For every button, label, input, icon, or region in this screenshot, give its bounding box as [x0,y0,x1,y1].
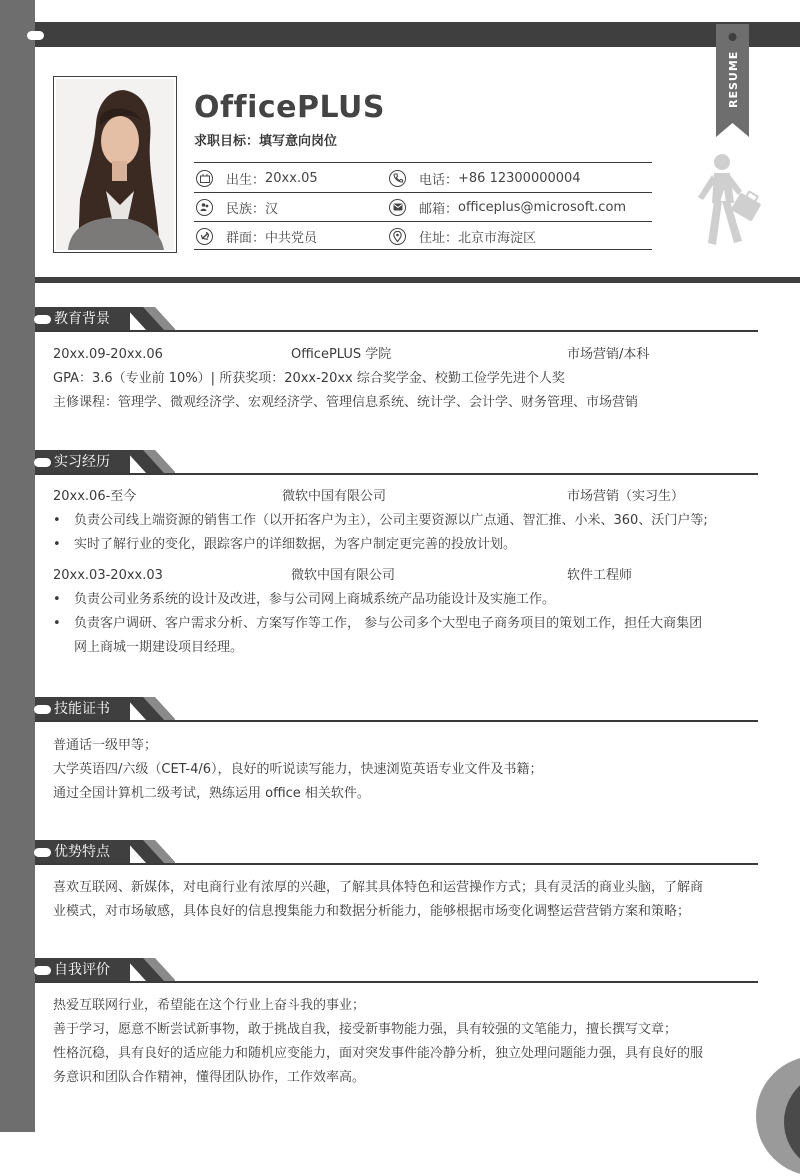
address-label: 住址： [419,230,459,246]
birth-label: 出生： [226,172,266,188]
job-role: 市场营销（实习生） [567,489,685,504]
section-title-education: 教育背景 [54,311,110,327]
info-ethnicity [196,196,278,218]
info-address [389,225,536,247]
left-sidebar-stripe [0,0,35,1132]
email-icon [389,199,406,216]
info-birth [196,167,318,189]
email-value: officeplus@microsoft.com [458,199,627,215]
job-objective: 求职目标：填写意向岗位 [194,134,338,149]
party-value: 中共党员 [265,230,318,246]
info-divider [194,249,652,250]
ethnicity-label: 民族： [226,201,266,217]
section-rule [35,330,758,332]
info-divider [194,162,652,163]
candidate-name: OfficePLUS [194,90,386,125]
location-icon [389,228,406,245]
strength-line: 业模式，对市场敏感，具体良好的信息搜集能力和数据分析能力，能够根据市场变化调整运营营销方案和策略； [53,904,691,919]
education-gpa: GPA：3.6（专业前 10%）| 所获奖项：20xx-20xx 综合奖学金、校勤工俭学先进个人奖 [53,371,565,386]
section-title-self-evaluation: 自我评价 [54,962,110,978]
header-bottom-bar [35,277,800,283]
phone-icon [389,170,406,187]
info-phone [389,167,581,189]
strength-line: 喜欢互联网、新媒体，对电商行业有浓厚的兴趣，了解其具体特色和运营操作方式；具有灵活的商业头脑，了解商 [53,880,704,895]
party-label: 群面： [226,230,266,246]
education-school: OfficePLUS 学院 [291,347,392,362]
self-eval-line: 善于学习，愿意不断尝试新事物，敢于挑战自我，接受新事物能力强，具有较强的文笔能力，擅长撰写文章； [53,1022,678,1037]
portrait-icon [56,79,174,250]
self-eval-line: 性格沉稳，具有良好的适应能力和随机应变能力，面对突发事件能冷静分析，独立处理问题能力强，具有良好的服 [53,1046,704,1061]
job-role: 软件工程师 [567,568,633,583]
skill-line: 普通话一级甲等； [53,738,158,753]
section-rule [35,720,758,722]
section-rule [35,981,758,983]
ethnicity-icon [196,199,213,216]
resume-ribbon-text: RESUME [727,50,740,108]
birthday-icon [196,170,213,187]
ethnicity-value: 汉 [265,201,279,217]
education-major: 市场营销/本科 [567,347,650,362]
top-bar-tab-marker [27,31,44,40]
walking-businessman-icon [690,153,764,247]
skill-line: 大学英语四/六级（CET-4/6），良好的听说读写能力，快速浏览英语专业文件及书籍； [53,762,543,777]
party-icon [196,228,213,245]
skill-line: 通过全国计算机二级考试，熟练运用 office 相关软件。 [53,786,370,801]
job-company: 微软中国有限公司 [291,568,396,583]
address-value: 北京市海淀区 [458,230,537,246]
phone-value: +86 12300000004 [458,170,581,186]
self-eval-line: 务意识和团队合作精神，懂得团队协作，工作效率高。 [53,1070,366,1085]
self-eval-line: 热爱互联网行业，希望能在这个行业上奋斗我的事业； [53,998,366,1013]
info-divider [194,192,652,193]
job-company: 微软中国有限公司 [282,489,387,504]
info-email [389,196,626,218]
job-date: 20xx.06-至今 [53,489,137,504]
top-header-bar [35,22,800,47]
section-title-skills: 技能证书 [54,701,110,717]
profile-photo [53,76,177,253]
birth-value: 20xx.05 [265,170,318,186]
section-title-strengths: 优势特点 [54,844,110,860]
section-title-internship: 实习经历 [54,454,110,470]
email-label: 邮箱： [419,201,459,217]
info-divider [194,221,652,222]
section-rule [35,863,758,865]
education-courses: 主修课程：管理学、微观经济学、宏观经济学、管理信息系统、统计学、会计学、财务管理、市场营销 [53,395,639,410]
job-date: 20xx.03-20xx.03 [53,568,163,583]
phone-label: 电话： [419,172,459,188]
section-rule [35,473,758,475]
info-party [196,225,317,247]
resume-ribbon [716,24,749,137]
education-date: 20xx.09-20xx.06 [53,347,163,362]
